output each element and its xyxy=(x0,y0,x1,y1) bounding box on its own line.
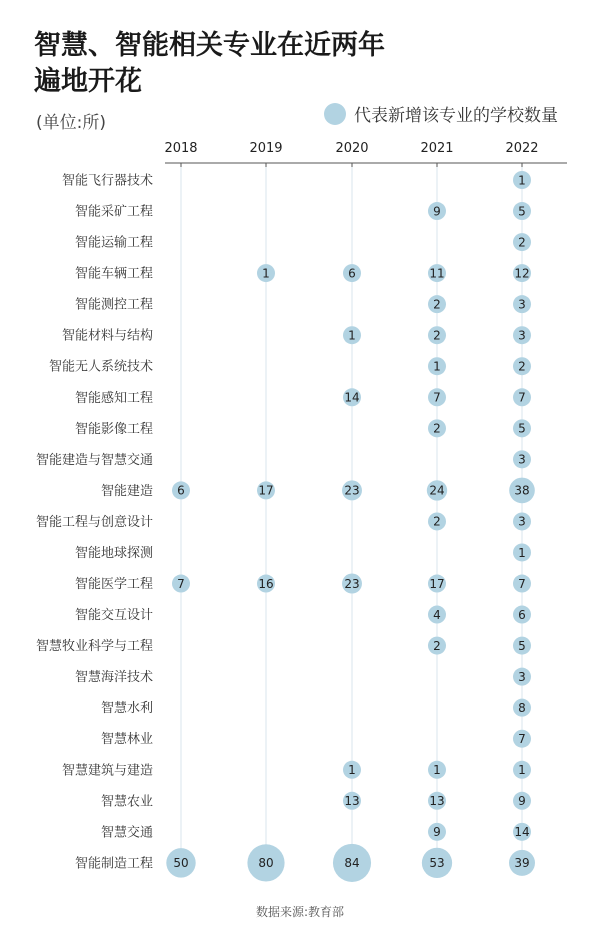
row-label: 智慧牧业科学与工程 xyxy=(35,639,153,655)
row-label: 智能采矿工程 xyxy=(74,204,153,220)
bubble-value-label: 1 xyxy=(518,545,526,560)
row-label: 智能车辆工程 xyxy=(74,266,153,282)
bubble-value-label: 7 xyxy=(518,576,526,591)
bubble-value-label: 1 xyxy=(433,763,441,778)
bubble-value-label: 11 xyxy=(429,266,445,281)
row-label: 智能材料与结构 xyxy=(61,328,153,344)
row-label: 智能建造 xyxy=(100,483,153,499)
bubble-value-label: 7 xyxy=(518,732,526,747)
bubble-value-label: 23 xyxy=(344,576,360,591)
row-label: 智能医学工程 xyxy=(74,577,153,593)
row-label: 智能工程与创意设计 xyxy=(35,514,153,530)
row-label: 智能影像工程 xyxy=(74,421,153,437)
year-label-2019: 2019 xyxy=(249,141,283,156)
bubble-value-label: 39 xyxy=(514,856,530,871)
bubble-value-label: 7 xyxy=(518,390,526,405)
bubble-value-label: 1 xyxy=(262,266,270,281)
bubble-value-label: 24 xyxy=(429,483,445,498)
bubble-value-label: 12 xyxy=(514,266,530,281)
source-note: 数据来源:教育部 xyxy=(255,905,345,919)
bubble-value-label: 53 xyxy=(429,856,445,871)
year-label-2020: 2020 xyxy=(335,141,369,156)
bubble-value-label: 23 xyxy=(344,483,360,498)
bubble-value-label: 1 xyxy=(348,328,356,343)
bubble-value-label: 13 xyxy=(429,794,445,809)
bubble-value-label: 14 xyxy=(344,390,360,405)
row-label: 智慧交通 xyxy=(100,825,153,841)
row-label: 智能建造与智慧交通 xyxy=(35,452,153,468)
bubble-value-label: 16 xyxy=(258,576,274,591)
bubble-value-label: 1 xyxy=(348,763,356,778)
chart-title: 智慧、智能相关专业在近两年 遍地开花 xyxy=(34,30,385,97)
bubble-value-label: 8 xyxy=(518,700,526,715)
bubble-value-label: 3 xyxy=(518,514,526,529)
row-label: 智能交互设计 xyxy=(74,608,153,624)
bubble-value-label: 80 xyxy=(258,856,274,871)
bubble-value-label: 2 xyxy=(518,359,526,374)
bubble-value-label: 3 xyxy=(518,328,526,343)
bubble-value-label: 4 xyxy=(433,607,441,622)
bubble-value-label: 2 xyxy=(433,297,441,312)
row-label: 智能无人系统技术 xyxy=(48,359,153,375)
bubble-value-label: 6 xyxy=(348,266,356,281)
bubble-value-label: 5 xyxy=(518,204,526,219)
bubble-value-label: 3 xyxy=(518,452,526,467)
bubble-value-label: 5 xyxy=(518,421,526,436)
bubble-value-label: 6 xyxy=(518,607,526,622)
bubble-value-label: 17 xyxy=(258,483,274,498)
bubble-value-label: 84 xyxy=(344,856,360,871)
unit-label: (单位:所) xyxy=(36,113,106,133)
row-label: 智慧海洋技术 xyxy=(74,670,153,686)
bubble-value-label: 5 xyxy=(518,638,526,653)
year-label-2022: 2022 xyxy=(505,141,539,156)
bubble-value-label: 7 xyxy=(433,390,441,405)
row-label: 智慧建筑与建造 xyxy=(61,763,153,779)
row-label: 智能运输工程 xyxy=(74,235,153,251)
bubble-value-label: 1 xyxy=(433,359,441,374)
row-label: 智慧水利 xyxy=(100,701,153,717)
bubble-value-label: 38 xyxy=(514,483,530,498)
bubble-value-label: 7 xyxy=(177,576,185,591)
bubble-value-label: 50 xyxy=(173,856,189,871)
bubble-value-label: 13 xyxy=(344,794,360,809)
bubble-value-label: 9 xyxy=(433,204,441,219)
bubble-value-label: 14 xyxy=(514,825,530,840)
bubble-value-label: 2 xyxy=(433,514,441,529)
row-label: 智能地球探测 xyxy=(74,545,153,561)
bubble-value-label: 17 xyxy=(429,576,445,591)
bubble-value-label: 1 xyxy=(518,173,526,188)
bubble-value-label: 2 xyxy=(433,638,441,653)
bubble-value-label: 9 xyxy=(433,825,441,840)
year-label-2018: 2018 xyxy=(164,141,198,156)
row-label: 智能感知工程 xyxy=(74,390,153,406)
bubble-value-label: 9 xyxy=(518,794,526,809)
bubble-value-label: 2 xyxy=(433,421,441,436)
bubble-value-label: 6 xyxy=(177,483,185,498)
bubble-value-label: 2 xyxy=(433,328,441,343)
row-label: 智能制造工程 xyxy=(74,856,153,872)
bubble-value-label: 2 xyxy=(518,235,526,250)
row-label: 智慧林业 xyxy=(100,732,153,748)
row-label: 智能飞行器技术 xyxy=(61,173,153,189)
bubble-value-label: 3 xyxy=(518,669,526,684)
year-label-2021: 2021 xyxy=(420,141,454,156)
bubble-value-label: 3 xyxy=(518,297,526,312)
row-label: 智慧农业 xyxy=(100,794,153,810)
bubble-value-label: 1 xyxy=(518,763,526,778)
row-label: 智能测控工程 xyxy=(74,297,153,313)
legend-text: 代表新增该专业的学校数量 xyxy=(354,106,558,126)
